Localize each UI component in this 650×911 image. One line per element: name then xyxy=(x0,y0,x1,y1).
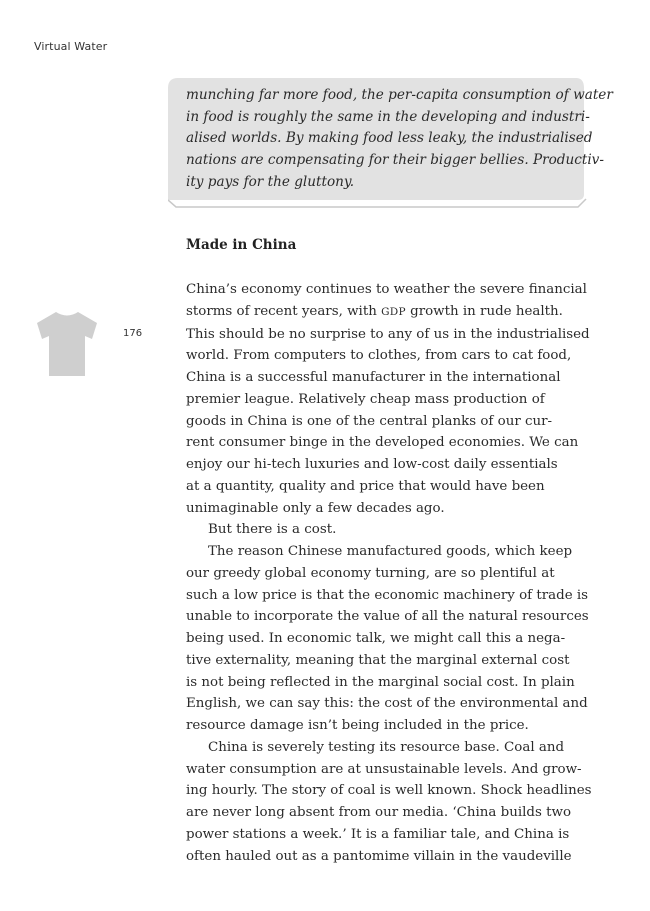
text-line: This should be no surprise to any of us in the industrialised xyxy=(186,326,590,342)
text-line: our greedy global economy turning, are so plentiful at xyxy=(186,565,555,581)
text-line: being used. In economic talk, we might call this a nega- xyxy=(186,631,566,646)
body-text xyxy=(186,279,592,867)
section-heading: Made in China xyxy=(186,237,297,253)
running-header: Virtual Water xyxy=(34,40,108,53)
text-line: water consumption are at unsustainable levels. And grow- xyxy=(186,761,582,777)
text-fragment: storms of recent years, with xyxy=(186,303,382,319)
text-line: such a low price is that the economic machinery of trade is xyxy=(186,587,589,603)
callout-line: ity pays for the gluttony. xyxy=(186,173,355,190)
text-line: unimaginable only a few decades ago. xyxy=(186,500,445,516)
page-number: 176 xyxy=(123,328,143,339)
text-line: tive externality, meaning that the marginal external cost xyxy=(186,652,570,668)
text-line: often hauled out as a pantomime villain in the vaudeville xyxy=(186,848,572,864)
text-line: China is a successful manufacturer in the international xyxy=(186,370,561,385)
text-line: are never long absent from our media. ‘China builds two xyxy=(186,805,572,820)
text-line: rent consumer binge in the developed economies. We can xyxy=(186,435,579,451)
text-line: ing hourly. The story of coal is well known. Shock headlines xyxy=(186,783,592,799)
text-fragment: growth in rude health. xyxy=(405,303,563,319)
text-line: resource damage isn’t being included in the price. xyxy=(186,718,529,733)
text-line: unable to incorporate the value of all the natural resources xyxy=(186,609,589,625)
callout-line: alised worlds. By making food less leaky, the industrialised xyxy=(186,130,593,147)
callout-text xyxy=(186,85,613,194)
text-line: world. From computers to clothes, from cars to cat food, xyxy=(186,348,572,364)
text-line: is not being reflected in the marginal social cost. In plain xyxy=(186,674,575,690)
text-line: goods in China is one of the central planks of our cur- xyxy=(186,413,553,429)
t-shirt-icon xyxy=(36,311,98,377)
text-line: But there is a cost. xyxy=(208,522,337,538)
text-line: The reason Chinese manufactured goods, which keep xyxy=(208,544,573,559)
text-line: China is severely testing its resource base. Coal and xyxy=(208,739,565,755)
gdp-abbreviation: GDP xyxy=(381,305,406,318)
callout-line: munching far more food, the per-capita consumption of water xyxy=(186,87,613,103)
text-line: English, we can say this: the cost of the environmental and xyxy=(186,696,588,712)
text-line: power stations a week.’ It is a familiar tale, and China is xyxy=(186,826,570,842)
text-line xyxy=(186,301,586,324)
text-line: China’s economy continues to weather the severe financial xyxy=(186,282,587,297)
text-line: at a quantity, quality and price that would have been xyxy=(186,478,545,494)
text-line: enjoy our hi-tech luxuries and low-cost daily essentials xyxy=(186,457,558,472)
callout-box xyxy=(168,76,613,208)
callout-line: in food is roughly the same in the developing and industri- xyxy=(186,108,590,125)
text-line: premier league. Relatively cheap mass production of xyxy=(186,391,545,407)
callout-line: nations are compensating for their bigger bellies. Productiv- xyxy=(186,152,604,169)
